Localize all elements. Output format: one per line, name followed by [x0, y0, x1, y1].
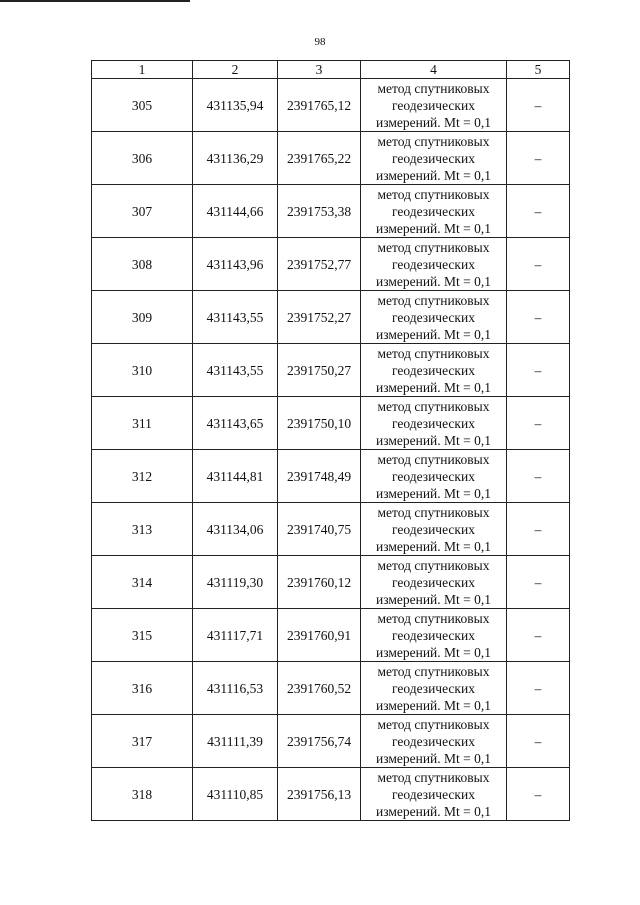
- method-line: измерений. Mt = 0,1: [375, 591, 492, 607]
- method-line: геодезических: [392, 150, 475, 166]
- note-cell: –: [507, 238, 570, 291]
- note-cell: –: [507, 79, 570, 132]
- note-cell: –: [507, 450, 570, 503]
- point-number-cell: 315: [92, 609, 193, 662]
- method-line: геодезических: [392, 627, 475, 643]
- y-coordinate-cell: 2391760,12: [278, 556, 361, 609]
- note-cell: –: [507, 132, 570, 185]
- table-row: [92, 238, 570, 291]
- y-coordinate-cell: 2391765,22: [278, 132, 361, 185]
- note-cell: –: [507, 291, 570, 344]
- column-header: 4: [361, 61, 507, 79]
- table-body: [92, 61, 570, 821]
- y-coordinate-cell: 2391760,52: [278, 662, 361, 715]
- method-line: измерений. Mt = 0,1: [375, 644, 492, 660]
- y-coordinate-cell: 2391752,77: [278, 238, 361, 291]
- point-number-cell: 305: [92, 79, 193, 132]
- x-coordinate-cell: 431117,71: [193, 609, 278, 662]
- method-line: геодезических: [392, 733, 475, 749]
- method-line: метод спутниковых: [377, 663, 490, 679]
- point-number-cell: 311: [92, 397, 193, 450]
- x-coordinate-cell: 431134,06: [193, 503, 278, 556]
- x-coordinate-cell: 431136,29: [193, 132, 278, 185]
- method-line: геодезических: [392, 203, 475, 219]
- y-coordinate-cell: 2391752,27: [278, 291, 361, 344]
- method-line: метод спутниковых: [377, 80, 490, 96]
- note-cell: –: [507, 397, 570, 450]
- method-line: метод спутниковых: [377, 133, 490, 149]
- point-number-cell: 317: [92, 715, 193, 768]
- method-line: измерений. Mt = 0,1: [375, 485, 492, 501]
- method-line: метод спутниковых: [377, 292, 490, 308]
- x-coordinate-cell: 431111,39: [193, 715, 278, 768]
- note-cell: –: [507, 556, 570, 609]
- note-cell: –: [507, 768, 570, 821]
- method-line: метод спутниковых: [377, 557, 490, 573]
- method-line: геодезических: [392, 680, 475, 696]
- point-number-cell: 313: [92, 503, 193, 556]
- method-line: метод спутниковых: [377, 398, 490, 414]
- x-coordinate-cell: 431119,30: [193, 556, 278, 609]
- method-cell: [361, 238, 507, 291]
- table-row: [92, 397, 570, 450]
- y-coordinate-cell: 2391760,91: [278, 609, 361, 662]
- column-header: 5: [507, 61, 570, 79]
- method-line: геодезических: [392, 256, 475, 272]
- x-coordinate-cell: 431143,96: [193, 238, 278, 291]
- method-cell: [361, 609, 507, 662]
- method-line: геодезических: [392, 362, 475, 378]
- point-number-cell: 307: [92, 185, 193, 238]
- method-line: геодезических: [392, 468, 475, 484]
- column-header: 3: [278, 61, 361, 79]
- method-line: метод спутниковых: [377, 239, 490, 255]
- x-coordinate-cell: 431110,85: [193, 768, 278, 821]
- point-number-cell: 318: [92, 768, 193, 821]
- point-number-cell: 306: [92, 132, 193, 185]
- method-line: метод спутниковых: [377, 769, 490, 785]
- table-row: [92, 132, 570, 185]
- point-number-cell: 314: [92, 556, 193, 609]
- table-row: [92, 503, 570, 556]
- top-rule: [0, 0, 190, 2]
- method-line: измерений. Mt = 0,1: [375, 538, 492, 554]
- note-cell: –: [507, 344, 570, 397]
- table-row: [92, 609, 570, 662]
- x-coordinate-cell: 431143,55: [193, 291, 278, 344]
- table-row: [92, 344, 570, 397]
- y-coordinate-cell: 2391740,75: [278, 503, 361, 556]
- point-number-cell: 308: [92, 238, 193, 291]
- table-row: [92, 185, 570, 238]
- method-line: метод спутниковых: [377, 451, 490, 467]
- method-line: геодезических: [392, 309, 475, 325]
- method-line: измерений. Mt = 0,1: [375, 379, 492, 395]
- method-cell: [361, 132, 507, 185]
- method-line: измерений. Mt = 0,1: [375, 114, 492, 130]
- note-cell: –: [507, 503, 570, 556]
- table-row: [92, 291, 570, 344]
- note-cell: –: [507, 715, 570, 768]
- y-coordinate-cell: 2391753,38: [278, 185, 361, 238]
- method-line: измерений. Mt = 0,1: [375, 697, 492, 713]
- method-line: метод спутниковых: [377, 504, 490, 520]
- method-cell: [361, 291, 507, 344]
- x-coordinate-cell: 431116,53: [193, 662, 278, 715]
- note-cell: –: [507, 609, 570, 662]
- method-cell: [361, 397, 507, 450]
- point-number-cell: 312: [92, 450, 193, 503]
- x-coordinate-cell: 431144,81: [193, 450, 278, 503]
- point-number-cell: 316: [92, 662, 193, 715]
- method-cell: [361, 344, 507, 397]
- point-number-cell: 309: [92, 291, 193, 344]
- method-line: измерений. Mt = 0,1: [375, 750, 492, 766]
- table-row: [92, 662, 570, 715]
- method-line: метод спутниковых: [377, 716, 490, 732]
- method-line: измерений. Mt = 0,1: [375, 432, 492, 448]
- method-cell: [361, 450, 507, 503]
- method-cell: [361, 79, 507, 132]
- table-header-row: [92, 61, 570, 79]
- method-line: геодезических: [392, 786, 475, 802]
- column-header: 2: [193, 61, 278, 79]
- y-coordinate-cell: 2391756,13: [278, 768, 361, 821]
- y-coordinate-cell: 2391750,10: [278, 397, 361, 450]
- note-cell: –: [507, 662, 570, 715]
- y-coordinate-cell: 2391756,74: [278, 715, 361, 768]
- method-line: метод спутниковых: [377, 610, 490, 626]
- y-coordinate-cell: 2391765,12: [278, 79, 361, 132]
- y-coordinate-cell: 2391748,49: [278, 450, 361, 503]
- x-coordinate-cell: 431144,66: [193, 185, 278, 238]
- x-coordinate-cell: 431143,65: [193, 397, 278, 450]
- table-row: [92, 79, 570, 132]
- method-line: измерений. Mt = 0,1: [375, 167, 492, 183]
- note-cell: –: [507, 185, 570, 238]
- table-row: [92, 715, 570, 768]
- method-line: геодезических: [392, 97, 475, 113]
- method-line: измерений. Mt = 0,1: [375, 803, 492, 819]
- y-coordinate-cell: 2391750,27: [278, 344, 361, 397]
- method-line: измерений. Mt = 0,1: [375, 273, 492, 289]
- method-cell: [361, 662, 507, 715]
- method-cell: [361, 715, 507, 768]
- table-row: [92, 556, 570, 609]
- method-line: геодезических: [392, 574, 475, 590]
- method-line: метод спутниковых: [377, 186, 490, 202]
- point-number-cell: 310: [92, 344, 193, 397]
- table-row: [92, 450, 570, 503]
- page-number: 98: [314, 36, 326, 48]
- coordinates-table: [91, 60, 570, 821]
- method-cell: [361, 185, 507, 238]
- method-line: геодезических: [392, 415, 475, 431]
- method-line: измерений. Mt = 0,1: [375, 220, 492, 236]
- method-cell: [361, 503, 507, 556]
- method-cell: [361, 556, 507, 609]
- method-cell: [361, 768, 507, 821]
- table-row: [92, 768, 570, 821]
- method-line: метод спутниковых: [377, 345, 490, 361]
- column-header: 1: [92, 61, 193, 79]
- x-coordinate-cell: 431143,55: [193, 344, 278, 397]
- method-line: измерений. Mt = 0,1: [375, 326, 492, 342]
- method-line: геодезических: [392, 521, 475, 537]
- x-coordinate-cell: 431135,94: [193, 79, 278, 132]
